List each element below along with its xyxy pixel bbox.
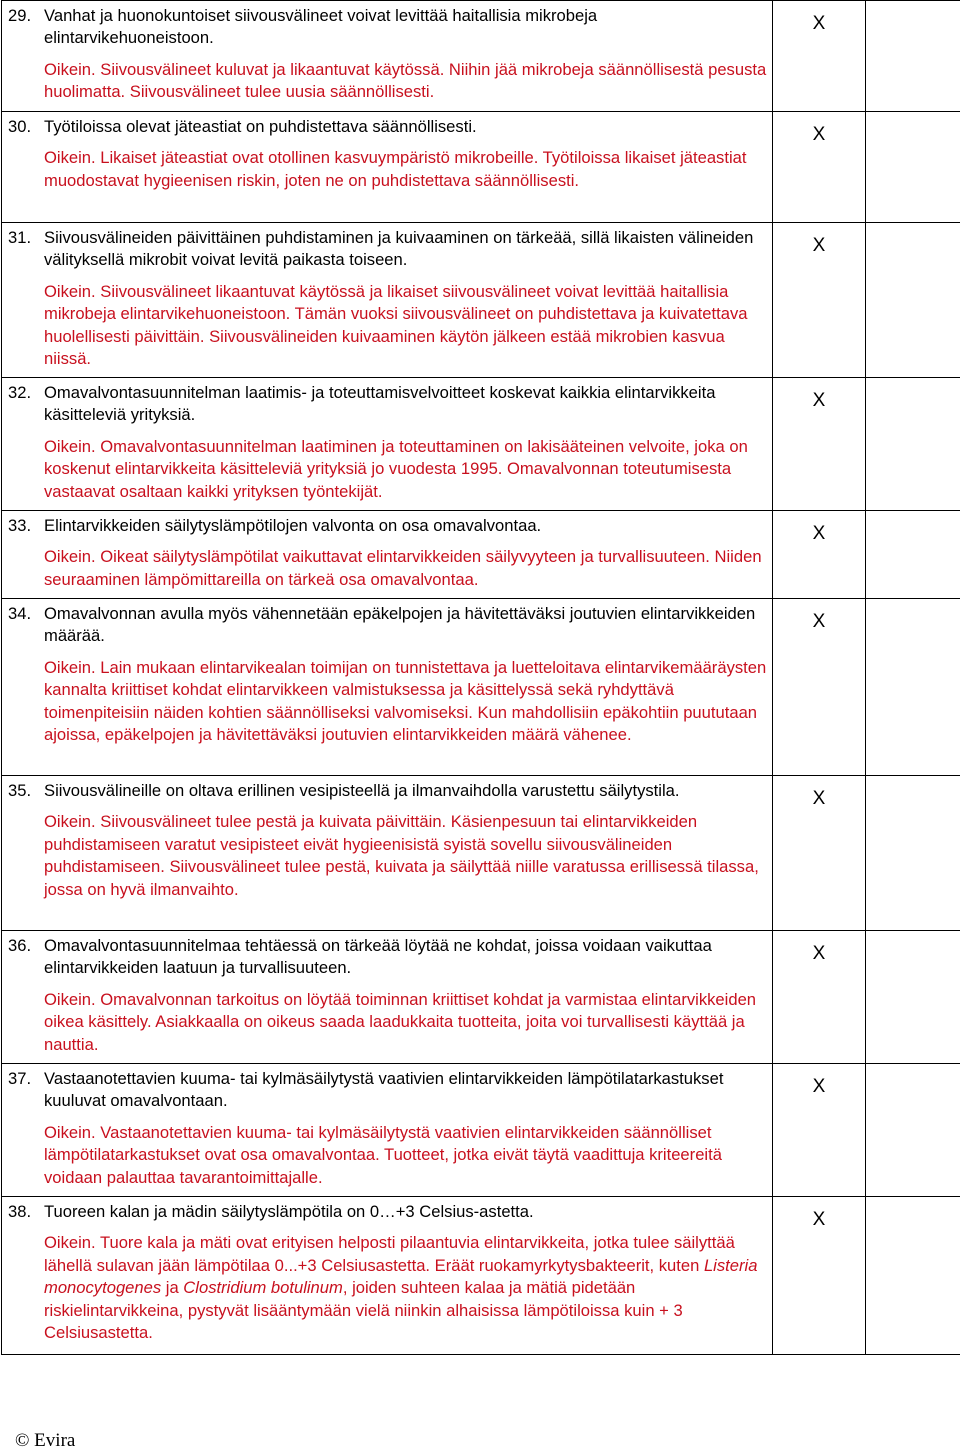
quiz-row-32 xyxy=(2,378,960,511)
question-text: Vanhat ja huonokuntoiset siivousvälineet voivat levittää haitallisia mikrobeja elintarvikehuoneistoon. xyxy=(44,6,598,48)
true-mark: X xyxy=(773,112,866,223)
question-cell xyxy=(2,378,773,511)
question-text: Omavalvontasuunnitelman laatimis- ja toteuttamisvelvoitteet koskevat kaikkia elintarvikkeita käsitteleviä yrityksiä. xyxy=(44,383,716,425)
question-cell xyxy=(2,223,773,378)
question-cell xyxy=(2,931,773,1064)
true-mark: X xyxy=(773,1197,866,1355)
question-text: Vastaanotettavien kuuma- tai kylmäsäilytystä vaativien elintarvikkeiden lämpötilatarkastukset kuuluvat omavalvontaan. xyxy=(44,1069,724,1111)
question-cell xyxy=(2,1197,773,1355)
answer-text: Oikein. Siivousvälineet tulee pestä ja kuivata päivittäin. Käsienpesuun tai elintarvikkeiden puhdistamiseen varatut vesipisteet eivät hygieenisistä syistä sovellu siivousvälineiden puhdistamiseen. Siivousvälineet tulee pestä, kuivata ja säilyttää niille varatussa erillisessä tilassa, jossa on hyvä ilmanvaihto. xyxy=(44,812,759,899)
quiz-row-33 xyxy=(2,511,960,599)
answer-text: Oikein. Omavalvonnan tarkoitus on löytää toiminnan kriittiset kohdat ja varmistaa elintarvikkeiden oikea käsittely. Asiakkaalla on oikeus saada laadukkaita tuotteita, joita voi turvallisesti käyttää ja nauttia. xyxy=(44,989,757,1054)
empty-cell xyxy=(866,223,960,378)
quiz-row-31 xyxy=(2,223,960,378)
quiz-row-29 xyxy=(2,1,960,112)
question-cell xyxy=(2,1,773,112)
question-number: 30. xyxy=(8,117,32,136)
answer-text: Oikein. Siivousvälineet kuluvat ja likaantuvat käytössä. Niihin jää mikrobeja säännöllisestä pesusta huolimatta. Siivousvälineet tulee uusia säännöllisesti. xyxy=(44,59,767,102)
question-text: Tuoreen kalan ja mädin säilytyslämpötila on 0…+3 Celsius-astetta. xyxy=(44,1202,534,1221)
empty-cell xyxy=(866,1197,960,1355)
question-number: 38. xyxy=(8,1202,32,1221)
answer-text xyxy=(44,1232,768,1344)
question-number: 37. xyxy=(8,1069,32,1088)
question-cell xyxy=(2,511,773,599)
answer-text: Oikein. Vastaanotettavien kuuma- tai kylmäsäilytystä vaativien elintarvikkeiden säännölliset lämpötilatarkastukset ovat osa omavalvontaa. Tuotteet, jotka eivät täytä vaadittuja kriteereitä voidaan palauttaa tavarantoimittajalle. xyxy=(44,1122,722,1187)
question-text: Työtiloissa olevat jäteastiat on puhdistettava säännöllisesti. xyxy=(44,117,477,136)
quiz-row-34 xyxy=(2,599,960,776)
species-name: Clostridium botulinum xyxy=(183,1278,343,1298)
answer-text-part: Oikein. Tuore kala ja mäti ovat erityisen helposti pilaantuvia elintarvikkeita, jotka tulee säilyttää lähellä sulavan jään lämpötilaa 0...+3 Celsiusastetta. Eräät ruokamyrkytysbakteerit, kuten xyxy=(44,1233,735,1275)
quiz-row-36 xyxy=(2,931,960,1064)
true-mark: X xyxy=(773,1064,866,1197)
quiz-table xyxy=(1,0,960,1355)
question-text: Omavalvontasuunnitelmaa tehtäessä on tärkeää löytää ne kohdat, joissa voidaan vaikuttaa elintarvikkeiden laatuun ja turvallisuuteen. xyxy=(44,936,712,978)
true-mark: X xyxy=(773,931,866,1064)
true-mark: X xyxy=(773,1,866,112)
answer-text: Oikein. Oikeat säilytyslämpötilat vaikuttavat elintarvikkeiden säilyvyyteen ja turvallisuuteen. Niiden seuraaminen lämpömittareilla on tärkeä osa omavalvontaa. xyxy=(44,547,762,589)
answer-text: Oikein. Siivousvälineet likaantuvat käytössä ja likaiset siivousvälineet voivat levittää haitallisia mikrobeja elintarvikehuoneistoon. Tämän vuoksi siivousvälineet on puhdistettava ja kuivatettava huolellisesti päivittäin. Siivousvälineiden kuivaaminen käytön jälkeen estää mikrobien kasvua niissä. xyxy=(44,281,748,369)
quiz-row-38 xyxy=(2,1197,960,1355)
question-cell xyxy=(2,776,773,931)
question-number: 35. xyxy=(8,781,32,800)
question-number: 31. xyxy=(8,228,32,247)
empty-cell xyxy=(866,1,960,112)
question-number: 32. xyxy=(8,383,32,402)
empty-cell xyxy=(866,931,960,1064)
answer-text: Oikein. Omavalvontasuunnitelman laatiminen ja toteuttaminen on lakisääteinen velvoite, joka on koskenut elintarvikkeita käsitteleviä yrityksiä jo vuodesta 1995. Omavalvonnan toteutumisesta vastaavat osaltaan kaikki yrityksen työntekijät. xyxy=(44,436,748,501)
question-number: 29. xyxy=(8,6,32,25)
true-mark: X xyxy=(773,378,866,511)
answer-text-part: ja xyxy=(161,1278,184,1298)
question-cell xyxy=(2,1064,773,1197)
question-text: Omavalvonnan avulla myös vähennetään epäkelpojen ja hävitettäväksi joutuvien elintarvikkeiden määrää. xyxy=(44,604,756,646)
question-number: 36. xyxy=(8,936,32,955)
quiz-row-37 xyxy=(2,1064,960,1197)
answer-text: Oikein. Likaiset jäteastiat ovat otollinen kasvuympäristö mikrobeille. Työtiloissa likaiset jäteastiat muodostavat hygieenisen riskin, joten ne on puhdistettava säännöllisesti. xyxy=(44,148,747,190)
empty-cell xyxy=(866,1064,960,1197)
true-mark: X xyxy=(773,599,866,776)
true-mark: X xyxy=(773,223,866,378)
species-name: Listeria monocytogenes xyxy=(44,1255,758,1298)
answer-text-part: , joiden suhteen kalaa ja mätiä pidetään riskielintarvikkeina, pystyvät lisääntymään vielä niinkin alhaisissa lämpötiloissa kuin + 3 Celsiusastetta. xyxy=(44,1278,683,1343)
empty-cell xyxy=(866,112,960,223)
quiz-row-30 xyxy=(2,112,960,223)
question-text: Siivousvälineiden päivittäinen puhdistaminen ja kuivaaminen on tärkeää, sillä likaisten välineiden välityksellä mikrobit voivat levitä paikasta toiseen. xyxy=(44,228,754,270)
true-mark: X xyxy=(773,511,866,599)
question-cell xyxy=(2,599,773,776)
question-text: Siivousvälineille on oltava erillinen vesipisteellä ja ilmanvaihdolla varustettu säilytystila. xyxy=(44,781,680,800)
empty-cell xyxy=(866,511,960,599)
question-number: 33. xyxy=(8,516,32,535)
answer-text: Oikein. Lain mukaan elintarvikealan toimijan on tunnistettava ja luetteloitava elintarvikemääräysten kannalta kriittiset kohdat elintarvikkeen valmistuksessa ja käsittelyssä sekä ryhdyttävä toimenpiteisiin näiden kohtien säännölliseksi valvomiseksi. Kun mahdollisiin epäkohtiin puututaan ajoissa, epäkelpojen ja hävitettäväksi joutuvien elintarvikkeiden määrä vähenee. xyxy=(44,657,767,745)
empty-cell xyxy=(866,378,960,511)
empty-cell xyxy=(866,776,960,931)
copyright-footer: © Evira xyxy=(15,1430,76,1451)
true-mark: X xyxy=(773,776,866,931)
question-cell xyxy=(2,112,773,223)
empty-cell xyxy=(866,599,960,776)
question-number: 34. xyxy=(8,604,32,623)
quiz-row-35 xyxy=(2,776,960,931)
question-text: Elintarvikkeiden säilytyslämpötilojen valvonta on osa omavalvontaa. xyxy=(44,516,542,535)
